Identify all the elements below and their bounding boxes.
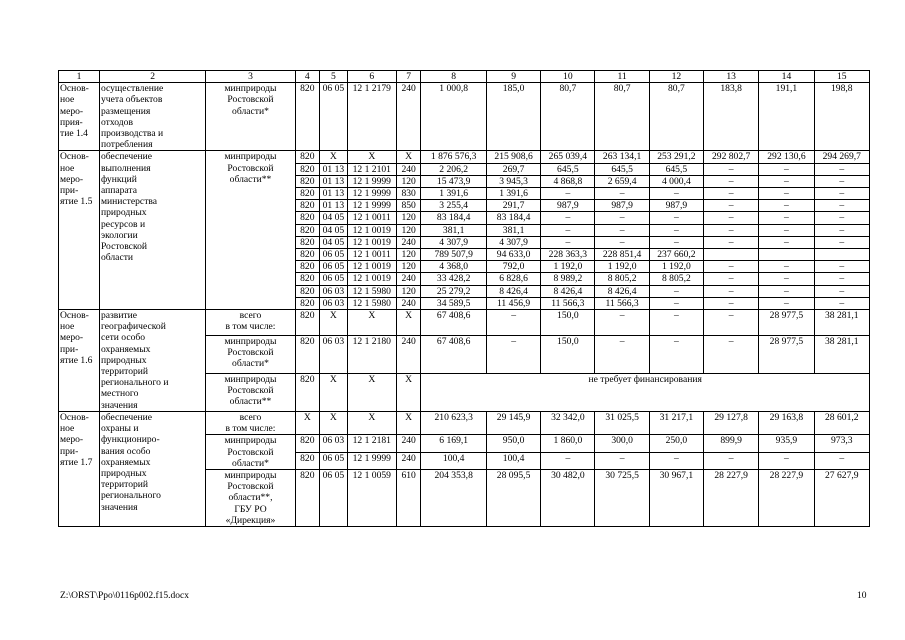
- amount-cell: 38 281,1: [814, 310, 869, 336]
- code-cell: 240: [396, 435, 421, 452]
- amount-cell: 987,9: [595, 200, 649, 212]
- amount-cell: 291,7: [486, 200, 540, 212]
- code-cell: 820: [295, 188, 320, 200]
- code-cell: 04 05: [320, 236, 348, 248]
- amount-cell: –: [595, 452, 649, 469]
- amount-cell: 987,9: [541, 200, 595, 212]
- amount-cell: –: [814, 212, 869, 224]
- amount-cell: –: [814, 297, 869, 309]
- amount-cell: 28 095,5: [486, 469, 540, 526]
- header-cell: 7: [396, 71, 421, 83]
- amount-cell: –: [649, 310, 703, 336]
- code-cell: 12 1 0019: [347, 236, 396, 248]
- header-cell: 9: [486, 71, 540, 83]
- amount-cell: 8 426,4: [486, 285, 540, 297]
- amount-cell: 253 291,2: [649, 151, 703, 163]
- amount-cell: 28 227,9: [704, 469, 759, 526]
- header-cell: 15: [814, 71, 869, 83]
- code-cell: Х: [396, 411, 421, 434]
- amount-cell: 3 945,3: [486, 175, 540, 187]
- code-cell: 610: [396, 469, 421, 526]
- code-cell: 06 05: [320, 452, 348, 469]
- code-cell: 240: [396, 236, 421, 248]
- code-cell: 820: [295, 452, 320, 469]
- code-cell: 820: [295, 373, 320, 411]
- amount-cell: –: [704, 212, 759, 224]
- table-body: [59, 71, 870, 527]
- code-cell: 240: [396, 297, 421, 309]
- code-cell: 820: [295, 273, 320, 285]
- code-cell: 06 03: [320, 285, 348, 297]
- amount-cell: 228 851,4: [595, 249, 649, 261]
- amount-cell: 150,0: [541, 310, 595, 336]
- amount-cell: 8 426,4: [595, 285, 649, 297]
- code-cell: 120: [396, 175, 421, 187]
- amount-cell: –: [814, 261, 869, 273]
- code-cell: 820: [295, 435, 320, 452]
- amount-cell: 300,0: [595, 435, 649, 452]
- code-cell: 01 13: [320, 163, 348, 175]
- amount-cell: –: [759, 261, 814, 273]
- budget-table: [58, 70, 870, 527]
- code-cell: 12 1 9999: [347, 188, 396, 200]
- amount-cell: 30 967,1: [649, 469, 703, 526]
- code-cell: Х: [320, 151, 348, 163]
- amount-cell: 3 255,4: [421, 200, 487, 212]
- amount-cell: 30 482,0: [541, 469, 595, 526]
- amount-cell: –: [814, 224, 869, 236]
- header-cell: 2: [99, 71, 205, 83]
- amount-cell: –: [814, 188, 869, 200]
- amount-cell: –: [541, 188, 595, 200]
- code-cell: 04 05: [320, 224, 348, 236]
- code-cell: 240: [396, 83, 421, 151]
- amount-cell: 265 039,4: [541, 151, 595, 163]
- code-cell: Х: [347, 151, 396, 163]
- amount-cell: 204 353,8: [421, 469, 487, 526]
- code-cell: 12 1 2179: [347, 83, 396, 151]
- code-cell: 12 1 2101: [347, 163, 396, 175]
- amount-cell: 67 408,6: [421, 335, 487, 373]
- amount-cell: [704, 249, 759, 261]
- amount-cell: 31 025,5: [595, 411, 649, 434]
- executor: минприроды Ростовской области**, ГБУ РО «Дирекция»: [206, 469, 295, 526]
- amount-cell: –: [595, 310, 649, 336]
- amount-cell: 28 601,2: [814, 411, 869, 434]
- amount-cell: 950,0: [486, 435, 540, 452]
- code-cell: 06 05: [320, 249, 348, 261]
- code-cell: 06 05: [320, 273, 348, 285]
- amount-cell: 83 184,4: [486, 212, 540, 224]
- amount-cell: –: [541, 212, 595, 224]
- code-cell: Х: [396, 151, 421, 163]
- code-cell: 12 1 9999: [347, 175, 396, 187]
- amount-cell: 25 279,2: [421, 285, 487, 297]
- code-cell: 240: [396, 452, 421, 469]
- code-cell: 06 03: [320, 297, 348, 309]
- code-cell: 820: [295, 310, 320, 336]
- code-cell: 01 13: [320, 188, 348, 200]
- code-cell: 850: [396, 200, 421, 212]
- amount-cell: –: [704, 200, 759, 212]
- amount-cell: 645,5: [649, 163, 703, 175]
- amount-cell: –: [486, 335, 540, 373]
- amount-cell: –: [649, 452, 703, 469]
- amount-cell: 228 363,3: [541, 249, 595, 261]
- amount-cell: 8 805,2: [595, 273, 649, 285]
- amount-cell: 15 473,9: [421, 175, 487, 187]
- amount-cell: –: [649, 224, 703, 236]
- header-cell: 11: [595, 71, 649, 83]
- code-cell: 820: [295, 163, 320, 175]
- amount-cell: –: [814, 175, 869, 187]
- amount-cell: –: [759, 236, 814, 248]
- executor: минприроды Ростовской области*: [206, 83, 295, 151]
- amount-cell: 29 163,8: [759, 411, 814, 434]
- amount-cell: –: [814, 200, 869, 212]
- amount-cell: –: [541, 236, 595, 248]
- event-number: Основ- ное меро- при- ятие 1.5: [59, 151, 100, 310]
- code-cell: Х: [320, 310, 348, 336]
- amount-cell: –: [759, 224, 814, 236]
- header-row: [59, 71, 870, 83]
- amount-cell: 645,5: [595, 163, 649, 175]
- amount-cell: 100,4: [421, 452, 487, 469]
- amount-cell: 11 566,3: [541, 297, 595, 309]
- code-cell: 820: [295, 175, 320, 187]
- code-cell: 01 13: [320, 200, 348, 212]
- amount-cell: –: [595, 335, 649, 373]
- amount-cell: –: [814, 285, 869, 297]
- amount-cell: –: [649, 188, 703, 200]
- code-cell: 820: [295, 469, 320, 526]
- amount-cell: 792,0: [486, 261, 540, 273]
- amount-cell: –: [704, 224, 759, 236]
- header-cell: 13: [704, 71, 759, 83]
- amount-cell: –: [595, 212, 649, 224]
- header-cell: 1: [59, 71, 100, 83]
- table-row: [59, 151, 870, 163]
- amount-cell: 4 000,4: [649, 175, 703, 187]
- amount-cell: 1 192,0: [595, 261, 649, 273]
- amount-cell: –: [649, 335, 703, 373]
- code-cell: 240: [396, 335, 421, 373]
- amount-cell: –: [759, 297, 814, 309]
- amount-cell: 215 908,6: [486, 151, 540, 163]
- amount-cell: –: [704, 261, 759, 273]
- code-cell: 12 1 0011: [347, 249, 396, 261]
- amount-cell: 27 627,9: [814, 469, 869, 526]
- code-cell: 120: [396, 249, 421, 261]
- code-cell: Х: [347, 411, 396, 434]
- code-cell: 04 05: [320, 212, 348, 224]
- amount-cell: 1 391,6: [486, 188, 540, 200]
- code-cell: 120: [396, 261, 421, 273]
- code-cell: 06 03: [320, 335, 348, 373]
- code-cell: 820: [295, 236, 320, 248]
- table-row: [59, 411, 870, 434]
- amount-cell: –: [649, 285, 703, 297]
- code-cell: Х: [396, 373, 421, 411]
- amount-cell: 198,8: [814, 83, 869, 151]
- amount-cell: –: [486, 310, 540, 336]
- amount-cell: 6 828,6: [486, 273, 540, 285]
- code-cell: 12 1 2181: [347, 435, 396, 452]
- code-cell: 820: [295, 83, 320, 151]
- code-cell: 820: [295, 335, 320, 373]
- amount-cell: –: [704, 273, 759, 285]
- amount-cell: –: [759, 285, 814, 297]
- amount-cell: [759, 249, 814, 261]
- amount-cell: 899,9: [704, 435, 759, 452]
- amount-cell: –: [704, 285, 759, 297]
- code-cell: 820: [295, 285, 320, 297]
- amount-cell: 263 134,1: [595, 151, 649, 163]
- amount-cell: 4 307,9: [421, 236, 487, 248]
- code-cell: 12 1 0019: [347, 224, 396, 236]
- amount-cell: –: [541, 452, 595, 469]
- amount-cell: –: [759, 452, 814, 469]
- code-cell: Х: [320, 373, 348, 411]
- code-cell: 12 1 0059: [347, 469, 396, 526]
- amount-cell: 250,0: [649, 435, 703, 452]
- code-cell: 240: [396, 273, 421, 285]
- amount-cell: –: [759, 163, 814, 175]
- amount-cell: 67 408,6: [421, 310, 487, 336]
- amount-cell: 1 860,0: [541, 435, 595, 452]
- amount-cell: –: [704, 297, 759, 309]
- merged-note: не требует финансирования: [421, 373, 870, 411]
- amount-cell: –: [759, 175, 814, 187]
- amount-cell: –: [814, 236, 869, 248]
- amount-cell: 32 342,0: [541, 411, 595, 434]
- amount-cell: –: [649, 236, 703, 248]
- amount-cell: –: [649, 297, 703, 309]
- event-number: Основ- ное меро- при- ятие 1.7: [59, 411, 100, 526]
- amount-cell: 4 868,8: [541, 175, 595, 187]
- footer-page-number: 10: [857, 591, 867, 601]
- code-cell: 12 1 2180: [347, 335, 396, 373]
- amount-cell: 29 127,8: [704, 411, 759, 434]
- code-cell: 120: [396, 224, 421, 236]
- amount-cell: 2 206,2: [421, 163, 487, 175]
- amount-cell: 28 977,5: [759, 310, 814, 336]
- code-cell: 12 1 0011: [347, 212, 396, 224]
- code-cell: 820: [295, 249, 320, 261]
- amount-cell: 31 217,1: [649, 411, 703, 434]
- amount-cell: 1 876 576,3: [421, 151, 487, 163]
- event-name: обеспечение выполнения функций аппарата министерства природных ресурсов и экологии Ростовской области: [99, 151, 205, 310]
- amount-cell: –: [704, 236, 759, 248]
- amount-cell: 94 633,0: [486, 249, 540, 261]
- amount-cell: 183,8: [704, 83, 759, 151]
- code-cell: 240: [396, 163, 421, 175]
- amount-cell: 28 977,5: [759, 335, 814, 373]
- code-cell: 12 1 9999: [347, 200, 396, 212]
- table-row: [59, 310, 870, 336]
- executor: минприроды Ростовской области**: [206, 151, 295, 310]
- executor: всего в том числе:: [206, 411, 295, 434]
- amount-cell: –: [759, 200, 814, 212]
- amount-cell: –: [595, 224, 649, 236]
- amount-cell: 294 269,7: [814, 151, 869, 163]
- executor: минприроды Ростовской области**: [206, 373, 295, 411]
- amount-cell: 30 725,5: [595, 469, 649, 526]
- amount-cell: –: [704, 188, 759, 200]
- event-name: развитие географической сети особо охраняемых природных территорий регионального и местного значения: [99, 310, 205, 412]
- amount-cell: 191,1: [759, 83, 814, 151]
- amount-cell: 2 659,4: [595, 175, 649, 187]
- amount-cell: 8 805,2: [649, 273, 703, 285]
- amount-cell: 8 989,2: [541, 273, 595, 285]
- amount-cell: 83 184,4: [421, 212, 487, 224]
- amount-cell: –: [595, 236, 649, 248]
- code-cell: 01 13: [320, 175, 348, 187]
- amount-cell: [814, 249, 869, 261]
- amount-cell: 381,1: [421, 224, 487, 236]
- code-cell: 12 1 5980: [347, 285, 396, 297]
- amount-cell: –: [541, 224, 595, 236]
- header-cell: 5: [320, 71, 348, 83]
- amount-cell: –: [814, 163, 869, 175]
- amount-cell: 33 428,2: [421, 273, 487, 285]
- amount-cell: 292 130,6: [759, 151, 814, 163]
- amount-cell: –: [759, 212, 814, 224]
- amount-cell: –: [759, 273, 814, 285]
- header-cell: 6: [347, 71, 396, 83]
- amount-cell: 6 169,1: [421, 435, 487, 452]
- amount-cell: 789 507,9: [421, 249, 487, 261]
- event-name: осуществление учета объектов размещения отходов производства и потребления: [99, 83, 205, 151]
- amount-cell: 150,0: [541, 335, 595, 373]
- amount-cell: 80,7: [649, 83, 703, 151]
- amount-cell: 645,5: [541, 163, 595, 175]
- header-cell: 3: [206, 71, 295, 83]
- amount-cell: –: [814, 452, 869, 469]
- amount-cell: –: [704, 310, 759, 336]
- amount-cell: –: [704, 335, 759, 373]
- header-cell: 14: [759, 71, 814, 83]
- amount-cell: 269,7: [486, 163, 540, 175]
- amount-cell: –: [759, 188, 814, 200]
- amount-cell: 1 391,6: [421, 188, 487, 200]
- code-cell: 12 1 0019: [347, 261, 396, 273]
- code-cell: 06 05: [320, 83, 348, 151]
- amount-cell: 185,0: [486, 83, 540, 151]
- code-cell: 120: [396, 212, 421, 224]
- code-cell: 820: [295, 212, 320, 224]
- amount-cell: 34 589,5: [421, 297, 487, 309]
- amount-cell: 4 307,9: [486, 236, 540, 248]
- code-cell: 12 1 9999: [347, 452, 396, 469]
- amount-cell: 80,7: [595, 83, 649, 151]
- code-cell: 820: [295, 224, 320, 236]
- code-cell: Х: [347, 310, 396, 336]
- amount-cell: 210 623,3: [421, 411, 487, 434]
- code-cell: 820: [295, 151, 320, 163]
- code-cell: 120: [396, 285, 421, 297]
- amount-cell: 38 281,1: [814, 335, 869, 373]
- amount-cell: 1 000,8: [421, 83, 487, 151]
- amount-cell: 8 426,4: [541, 285, 595, 297]
- header-cell: 10: [541, 71, 595, 83]
- amount-cell: –: [814, 273, 869, 285]
- budget-table-page: [58, 70, 870, 527]
- code-cell: Х: [295, 411, 320, 434]
- amount-cell: 237 660,2: [649, 249, 703, 261]
- code-cell: 820: [295, 297, 320, 309]
- code-cell: 06 05: [320, 261, 348, 273]
- amount-cell: –: [649, 212, 703, 224]
- table-row: [59, 83, 870, 151]
- amount-cell: 28 227,9: [759, 469, 814, 526]
- amount-cell: 11 456,9: [486, 297, 540, 309]
- code-cell: 830: [396, 188, 421, 200]
- code-cell: 820: [295, 261, 320, 273]
- amount-cell: 292 802,7: [704, 151, 759, 163]
- amount-cell: 80,7: [541, 83, 595, 151]
- event-number: Основ- ное меро- при- ятие 1.6: [59, 310, 100, 412]
- amount-cell: 1 192,0: [541, 261, 595, 273]
- amount-cell: 935,9: [759, 435, 814, 452]
- code-cell: Х: [320, 411, 348, 434]
- footer-file-path: Z:\ORST\Ppo\0116p002.f15.docx: [60, 591, 189, 601]
- amount-cell: 987,9: [649, 200, 703, 212]
- executor: минприроды Ростовской области*: [206, 435, 295, 470]
- amount-cell: 11 566,3: [595, 297, 649, 309]
- amount-cell: –: [704, 452, 759, 469]
- executor: минприроды Ростовской области*: [206, 335, 295, 373]
- code-cell: 12 1 0019: [347, 273, 396, 285]
- executor: всего в том числе:: [206, 310, 295, 336]
- code-cell: Х: [347, 373, 396, 411]
- event-number: Основ- ное меро- прия- тие 1.4: [59, 83, 100, 151]
- event-name: обеспечение охраны и функциониро- вания особо охраняемых природных территорий регионального значения: [99, 411, 205, 526]
- code-cell: 06 05: [320, 469, 348, 526]
- amount-cell: 29 145,9: [486, 411, 540, 434]
- amount-cell: –: [595, 188, 649, 200]
- amount-cell: 100,4: [486, 452, 540, 469]
- code-cell: 12 1 5980: [347, 297, 396, 309]
- amount-cell: –: [704, 175, 759, 187]
- amount-cell: 973,3: [814, 435, 869, 452]
- code-cell: Х: [396, 310, 421, 336]
- header-cell: 4: [295, 71, 320, 83]
- header-cell: 8: [421, 71, 487, 83]
- amount-cell: –: [704, 163, 759, 175]
- amount-cell: 4 368,0: [421, 261, 487, 273]
- amount-cell: 381,1: [486, 224, 540, 236]
- amount-cell: 1 192,0: [649, 261, 703, 273]
- header-cell: 12: [649, 71, 703, 83]
- code-cell: 06 03: [320, 435, 348, 452]
- code-cell: 820: [295, 200, 320, 212]
